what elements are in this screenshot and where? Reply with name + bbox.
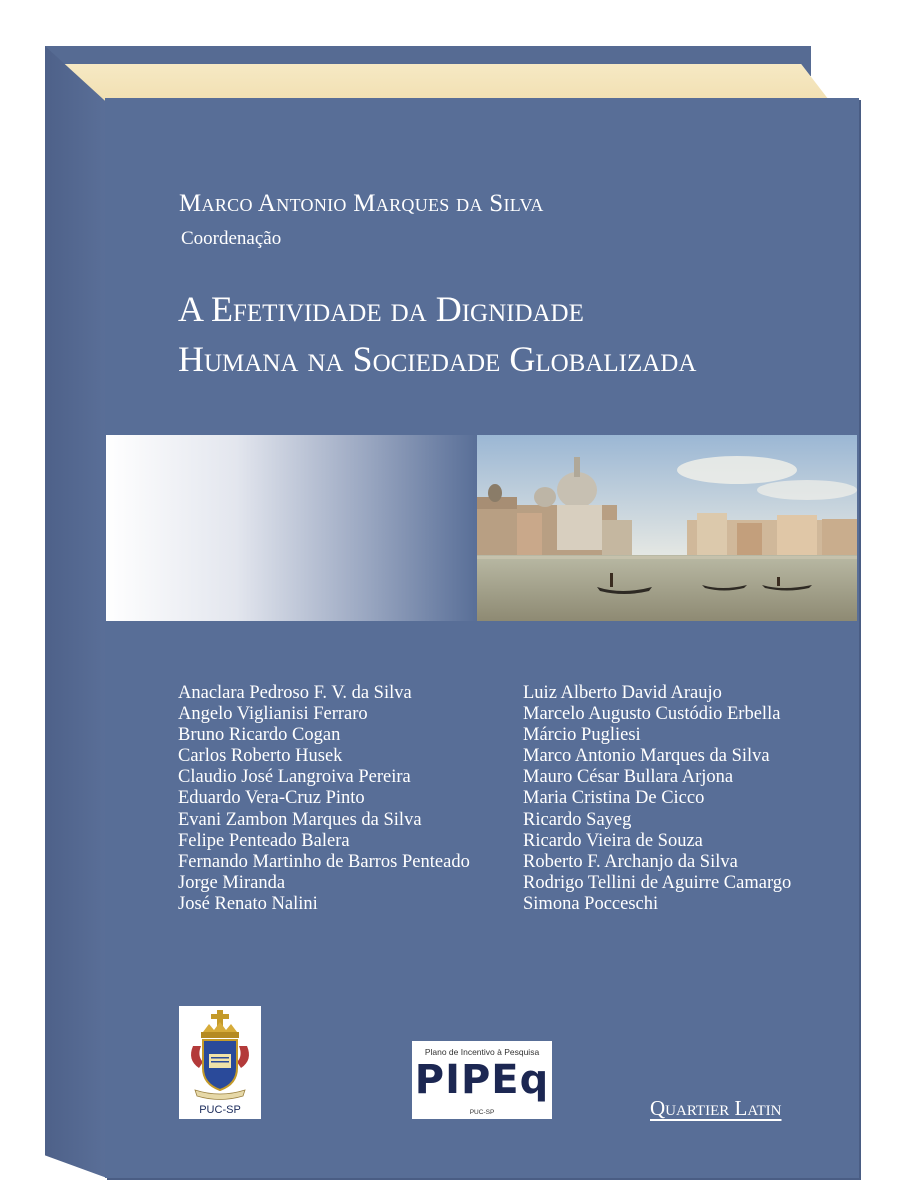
author-name: Marco Antonio Marques da Silva <box>523 746 770 767</box>
author-name: Mauro César Bullara Arjona <box>523 767 734 788</box>
book-spine <box>45 46 107 1178</box>
gradient-band <box>106 435 478 621</box>
author-name: Roberto F. Archanjo da Silva <box>523 851 738 872</box>
author-name: Ricardo Sayeg <box>523 809 632 830</box>
pucsp-label: PUC-SP <box>199 1104 241 1116</box>
publisher-name: Quartier Latin <box>650 1096 782 1120</box>
author-name: Simona Pocceschi <box>523 893 659 914</box>
author-name: Evani Zambon Marques da Silva <box>178 809 422 830</box>
pucsp-logo <box>179 1006 261 1119</box>
book-title-line-2: Humana na Sociedade Globalizada <box>178 339 697 379</box>
pucsp-crest-icon <box>179 1006 261 1102</box>
author-name: Rodrigo Tellini de Aguirre Camargo <box>523 872 792 893</box>
venice-painting-image <box>477 435 857 621</box>
author-name: Anaclara Pedroso F. V. da Silva <box>178 683 412 703</box>
author-name: Maria Cristina De Cicco <box>523 788 705 809</box>
coordinator-role: Coordenação <box>181 228 282 249</box>
pipeq-name: PIPEq <box>414 1057 550 1103</box>
author-name: Claudio José Langroiva Pereira <box>178 767 411 788</box>
author-name: Jorge Miranda <box>178 872 286 893</box>
author-name: Marcelo Augusto Custódio Erbella <box>523 704 781 725</box>
author-name: Angelo Viglianisi Ferraro <box>178 704 368 725</box>
pipeq-tagline: Plano de Incentivo à Pesquisa <box>424 1047 540 1057</box>
author-name: José Renato Nalini <box>178 893 318 914</box>
authors-list-right <box>523 683 791 915</box>
author-name: Felipe Penteado Balera <box>178 830 350 851</box>
book-title <box>178 284 696 384</box>
author-name: Eduardo Vera-Cruz Pinto <box>178 788 365 809</box>
pipeq-sub: PUC-SP <box>469 1109 495 1116</box>
coordinator-name: Marco Antonio Marques da Silva <box>179 190 544 217</box>
authors-list-left <box>178 683 470 915</box>
pipeq-logo <box>412 1041 552 1119</box>
author-name: Luiz Alberto David Araujo <box>523 683 722 703</box>
book-title-line-1: A Efetividade da Dignidade <box>178 289 584 329</box>
author-name: Bruno Ricardo Cogan <box>178 725 341 746</box>
author-name: Carlos Roberto Husek <box>178 746 343 767</box>
author-name: Fernando Martinho de Barros Penteado <box>178 851 470 872</box>
author-name: Ricardo Vieira de Souza <box>523 830 703 851</box>
author-name: Márcio Pugliesi <box>523 725 641 746</box>
